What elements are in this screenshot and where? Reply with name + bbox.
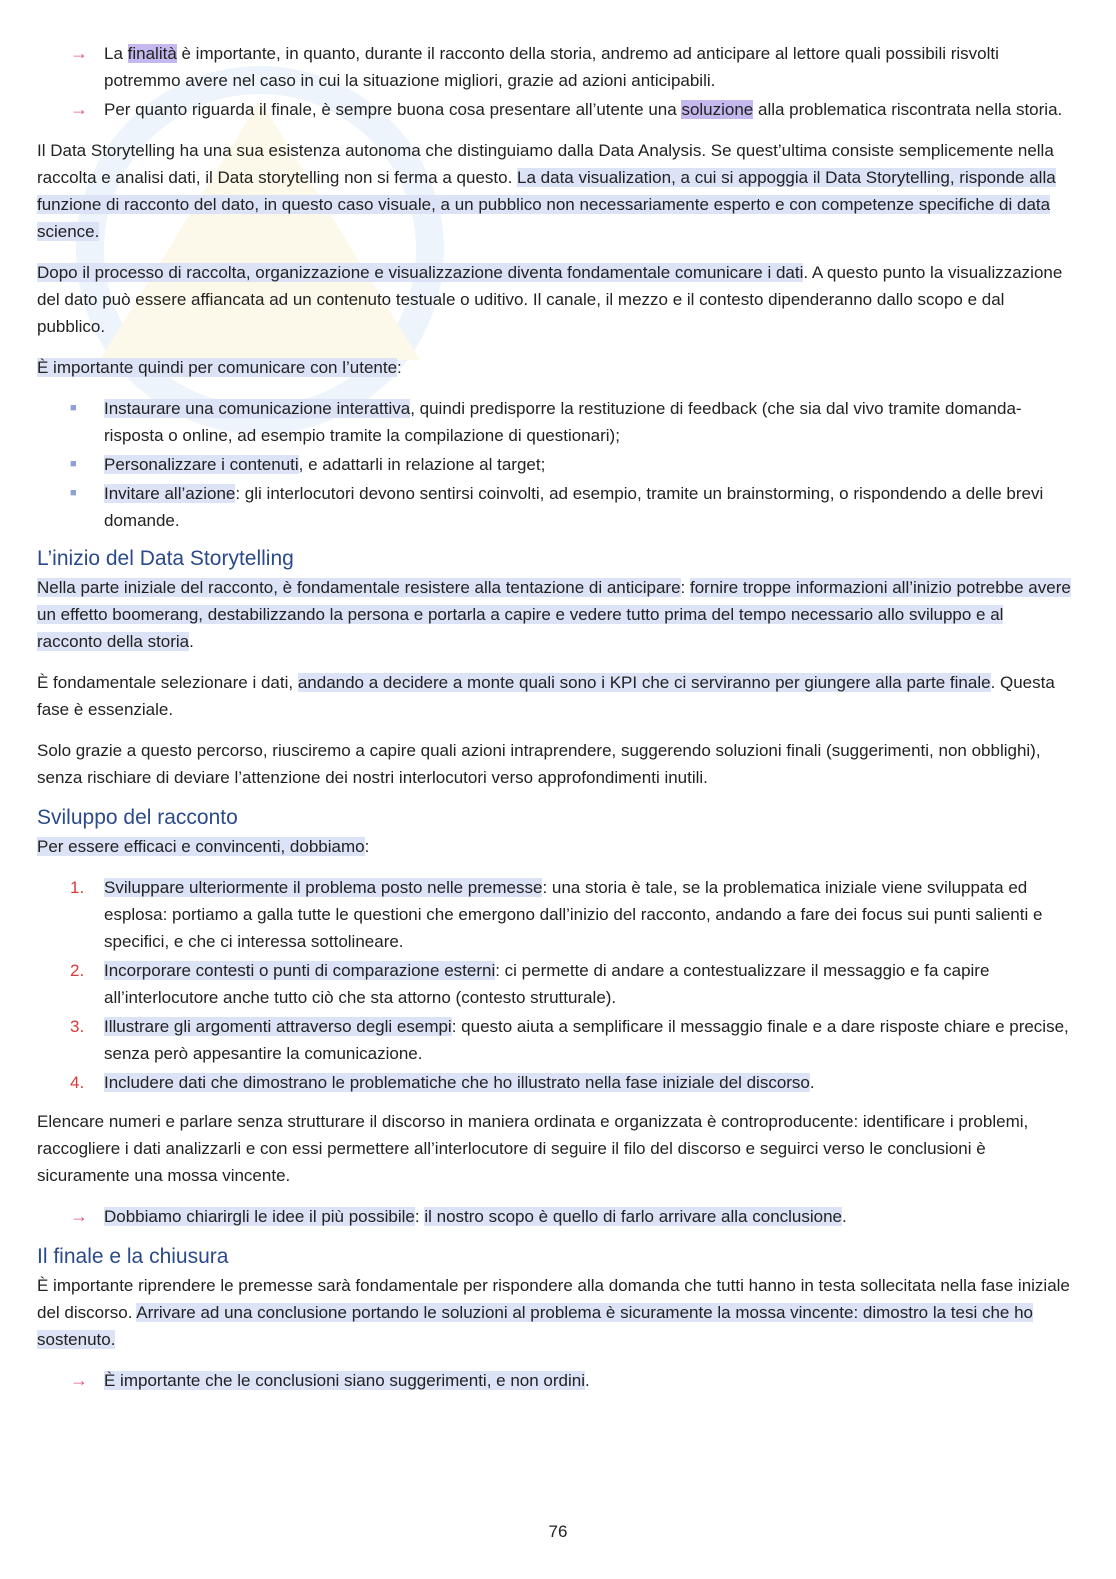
numbered-list — [37, 874, 1072, 1096]
section-heading: Il finale e la chiusura — [37, 1245, 229, 1268]
paragraph: Elencare numeri e parlare senza strutturare il discorso in maniera ordinata e organizzata è controproducente: identificare i problemi, raccogliere i dati analizzarli e con essi permettere all’interlocutore di seguire il filo del discorso e seguirci verso le conclusioni è sicuramente una mossa vincente. — [37, 1112, 1029, 1185]
list-number: 2. — [70, 961, 85, 980]
arrow-icon: → — [70, 1206, 88, 1226]
list-number: 3. — [70, 1017, 85, 1036]
list-item: 2. Incorporare contesti o punti di comparazione esterni: ci permette di andare a contestualizzare il messaggio e fa capire all’interlocutore anche tutto ciò che sta attorno (contesto strutturale). — [37, 957, 1072, 1011]
page-number: 76 — [548, 1522, 568, 1541]
section-heading: Sviluppo del racconto — [37, 806, 238, 829]
paragraph: È fondamentale selezionare i dati, andando a decidere a monte quali sono i KPI che ci serviranno per giungere alla parte finale. Questa fase è essenziale. — [37, 673, 1055, 719]
paragraph: Per essere efficaci e convincenti, dobbiamo: — [37, 837, 370, 856]
arrow-list — [37, 1367, 1072, 1394]
arrow-list — [37, 1203, 1072, 1230]
list-item: 4. Includere dati che dimostrano le problematiche che ho illustrato nella fase iniziale del discorso. — [37, 1069, 1072, 1096]
paragraph: Nella parte iniziale del racconto, è fondamentale resistere alla tentazione di anticipare: fornire troppe informazioni all’inizio potrebbe avere un effetto boomerang, destabilizzando la persona e portarla a capire e vedere tutto prima del tempo necessario allo sviluppo e al racconto della storia. — [37, 578, 1071, 651]
intro-arrow-list — [37, 40, 1072, 123]
square-bullet-icon: ■ — [70, 458, 77, 470]
list-item: → La finalità è importante, in quanto, durante il racconto della storia, andremo ad anticipare al lettore quali possibili risvolti potremmo avere nel caso in cui la situazione migliori, grazie ad azioni anticipabili. — [37, 40, 1072, 94]
section-heading: L’inizio del Data Storytelling — [37, 547, 294, 570]
arrow-icon: → — [70, 1370, 88, 1390]
paragraph: È importante riprendere le premesse sarà fondamentale per rispondere alla domanda che tutti hanno in testa sollecitata nella fase iniziale del discorso. Arrivare ad una conclusione portando le soluzioni al problema è sicuramente la mossa vincente: dimostro la tesi che ho sostenuto. — [37, 1276, 1070, 1349]
square-bullet-list — [37, 395, 1072, 534]
list-number: 1. — [70, 878, 85, 897]
paragraph: Il Data Storytelling ha una sua esistenza autonoma che distinguiamo dalla Data Analysis. Se quest’ultima consiste semplicemente nella raccolta e analisi dati, il Data storytelling non si ferma a questo. La data visualization, a cui si appoggia il Data Storytelling, risponde alla funzione di racconto del dato, in questo caso visuale, a un pubblico non necessariamente esperto e con competenze specifiche di data science. — [37, 141, 1056, 241]
list-item: 1. Sviluppare ulteriormente il problema posto nelle premesse: una storia è tale, se la problematica iniziale viene sviluppata ed esplosa: portiamo a galla tutte le questioni che emergono dall’inizio del racconto, andando a fare dei focus sui punti salienti e specifici, e che ci interessa sottolineare. — [37, 874, 1072, 955]
list-item: ■ Invitare all’azione: gli interlocutori devono sentirsi coinvolti, ad esempio, tramite un brainstorming, o rispondendo a delle brevi domande. — [37, 480, 1072, 534]
paragraph: Solo grazie a questo percorso, riusciremo a capire quali azioni intraprendere, suggerendo soluzioni finali (suggerimenti, non obblighi), senza rischiare di deviare l’attenzione dei nostri interlocutori verso approfondimenti inutili. — [37, 741, 1041, 787]
list-item: ■ Personalizzare i contenuti, e adattarli in relazione al target; — [37, 451, 1072, 478]
paragraph: È importante quindi per comunicare con l’utente: — [37, 358, 402, 377]
list-item: 3. Illustrare gli argomenti attraverso degli esempi: questo aiuta a semplificare il messaggio finale e a dare risposte chiare e precise, senza però appesantire la comunicazione. — [37, 1013, 1072, 1067]
list-item: ■ Instaurare una comunicazione interattiva, quindi predisporre la restituzione di feedback (che sia dal vivo tramite domanda-risposta o online, ad esempio tramite la compilazione di questionari); — [37, 395, 1072, 449]
square-bullet-icon: ■ — [70, 487, 77, 499]
square-bullet-icon: ■ — [70, 402, 77, 414]
arrow-icon: → — [70, 43, 88, 63]
list-number: 4. — [70, 1073, 85, 1092]
list-item: → Per quanto riguarda il finale, è sempre buona cosa presentare all’utente una soluzione alla problematica riscontrata nella storia. — [37, 96, 1072, 123]
paragraph: Dopo il processo di raccolta, organizzazione e visualizzazione diventa fondamentale comunicare i dati. A questo punto la visualizzazione del dato può essere affiancata ad un contenuto testuale o uditivo. Il canale, il mezzo e il contesto dipenderanno dallo scopo e dal pubblico. — [37, 263, 1063, 336]
list-item: → È importante che le conclusioni siano suggerimenti, e non ordini. — [37, 1367, 1072, 1394]
list-item: → Dobbiamo chiarirgli le idee il più possibile: il nostro scopo è quello di farlo arrivare alla conclusione. — [37, 1203, 1072, 1230]
document-page — [37, 40, 1072, 1408]
arrow-icon: → — [70, 99, 88, 119]
